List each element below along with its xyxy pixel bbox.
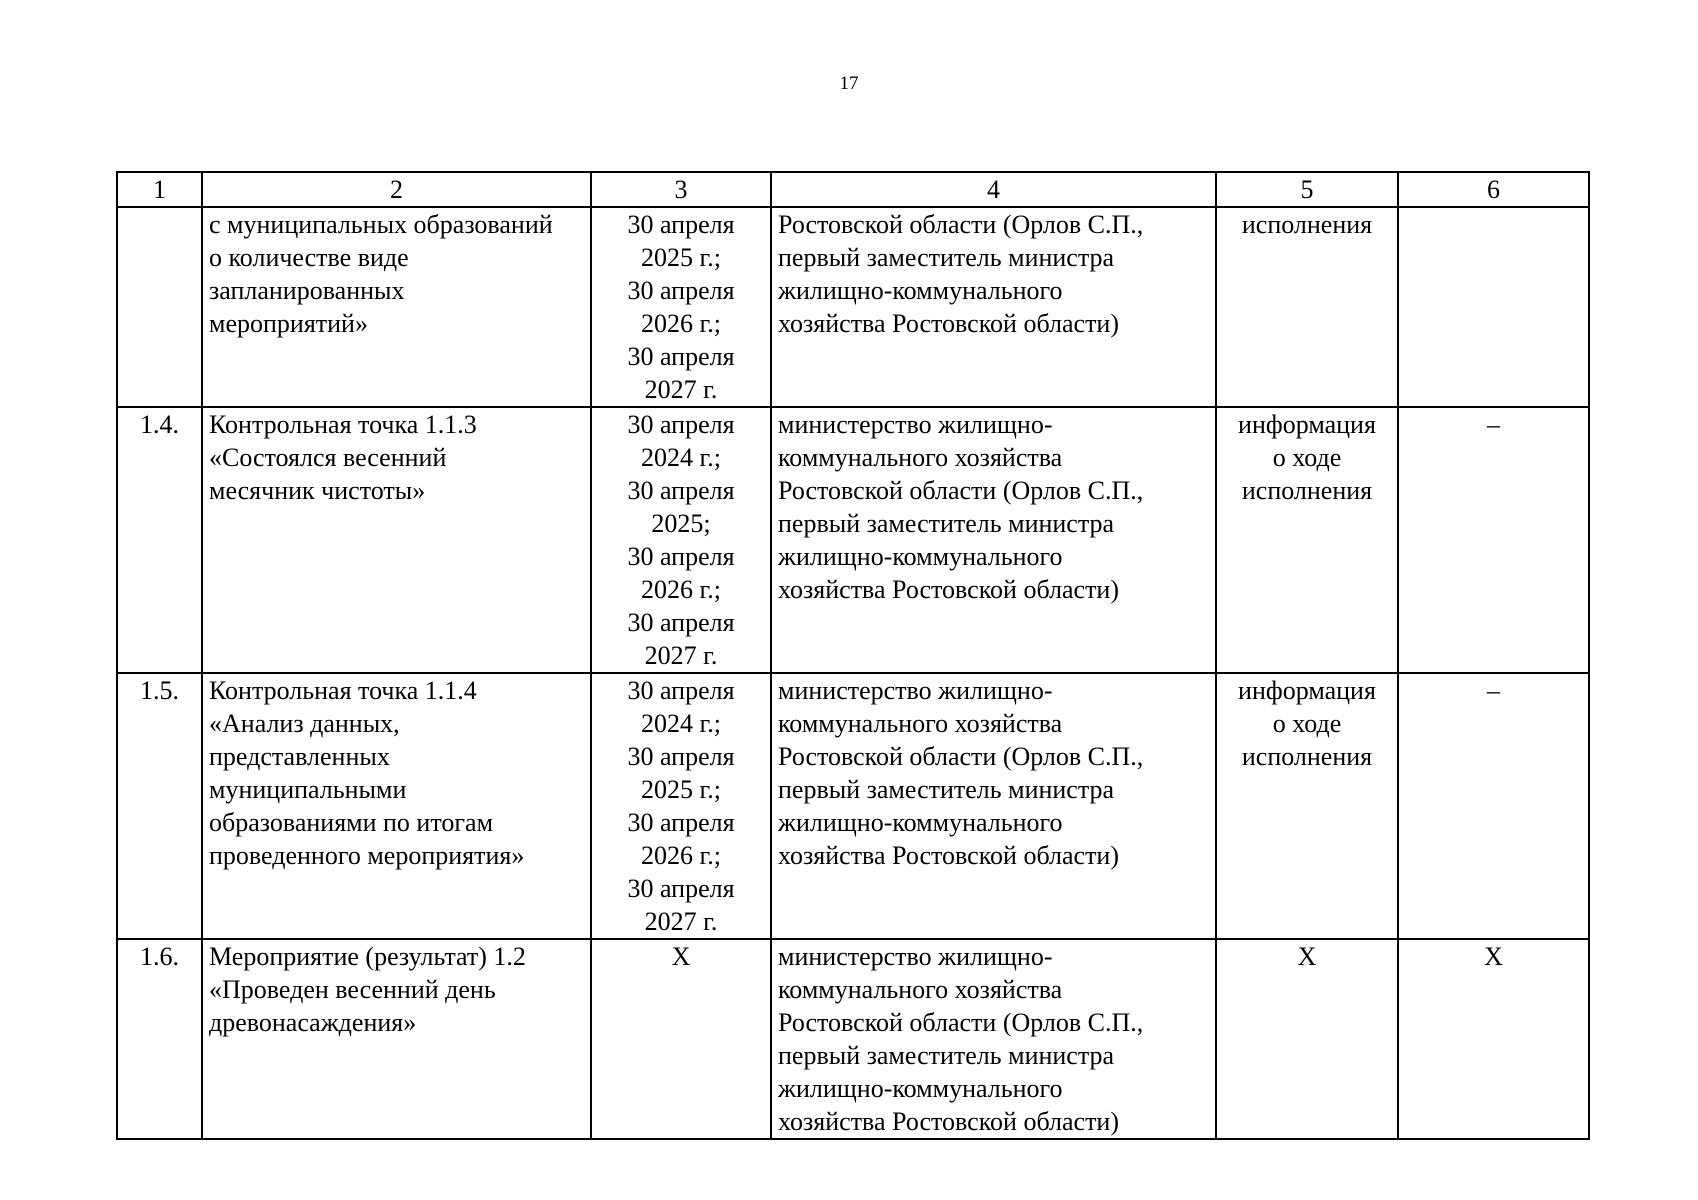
deadline-cell xyxy=(591,207,771,407)
responsible-cell xyxy=(771,207,1216,407)
responsible-line: коммунального хозяйства xyxy=(778,443,1063,472)
document-type-line: исполнения xyxy=(1241,210,1373,239)
deadline-line: Х xyxy=(671,942,691,971)
event-name-line: Контрольная точка 1.1.4 xyxy=(209,676,477,705)
event-name-cell xyxy=(202,673,591,939)
deadline-line: 2025; xyxy=(651,509,711,538)
responsible-line: первый заместитель министра xyxy=(778,775,1115,804)
document-type-cell xyxy=(1216,673,1398,939)
deadline-line: 2025 г.; xyxy=(641,775,721,804)
table-row xyxy=(117,939,1589,1139)
event-name-line: образованиями по итогам xyxy=(209,808,494,837)
deadline-line: 30 апреля xyxy=(627,676,735,705)
responsible-line: первый заместитель министра xyxy=(778,243,1115,272)
responsible-line: хозяйства Ростовской области) xyxy=(778,1107,1120,1136)
deadline-line: 2026 г.; xyxy=(641,575,721,604)
document-type-line: исполнения xyxy=(1241,476,1373,505)
deadline-line: 2024 г.; xyxy=(641,709,721,738)
deadline-cell xyxy=(591,939,771,1139)
document-type-cell xyxy=(1216,939,1398,1139)
column-header-6: 6 xyxy=(1398,172,1589,207)
document-type-line: исполнения xyxy=(1241,742,1373,771)
deadline-line: 2025 г.; xyxy=(641,243,721,272)
responsible-cell xyxy=(771,407,1216,673)
responsible-line: первый заместитель министра xyxy=(778,509,1115,538)
responsible-line: министерство жилищно- xyxy=(778,942,1053,971)
deadline-line: 30 апреля xyxy=(627,210,735,239)
responsible-line: Ростовской области (Орлов С.П., xyxy=(778,210,1144,239)
event-name-line: месячник чистоты» xyxy=(209,476,426,505)
row-number-cell xyxy=(117,207,202,407)
event-name-line: представленных xyxy=(209,742,390,771)
row-number-cell: 1.5. xyxy=(117,673,202,939)
table-row xyxy=(117,207,1589,407)
document-type-line: информация xyxy=(1238,676,1376,705)
event-name-line: муниципальными xyxy=(209,775,407,804)
deadline-cell xyxy=(591,673,771,939)
event-name-line: «Состоялся весенний xyxy=(209,443,447,472)
column-header-3: 3 xyxy=(591,172,771,207)
row-number-cell: 1.4. xyxy=(117,407,202,673)
event-name-line: древонасаждения» xyxy=(209,1008,417,1037)
deadline-line: 30 апреля xyxy=(627,476,735,505)
responsible-line: Ростовской области (Орлов С.П., xyxy=(778,476,1144,505)
event-name-line: запланированных xyxy=(209,276,405,305)
responsible-line: коммунального хозяйства xyxy=(778,709,1063,738)
table-row xyxy=(117,673,1589,939)
document-type-line: о ходе xyxy=(1272,443,1342,472)
deadline-line: 2027 г. xyxy=(644,907,718,936)
deadline-line: 30 апреля xyxy=(627,342,735,371)
deadline-cell xyxy=(591,407,771,673)
column-header-5: 5 xyxy=(1216,172,1398,207)
responsible-line: жилищно-коммунального xyxy=(778,276,1063,305)
event-name-cell xyxy=(202,207,591,407)
responsible-line: Ростовской области (Орлов С.П., xyxy=(778,1008,1144,1037)
event-name-line: «Проведен весенний день xyxy=(209,975,496,1004)
responsible-line: министерство жилищно- xyxy=(778,410,1053,439)
event-name-cell xyxy=(202,939,591,1139)
document-type-cell xyxy=(1216,407,1398,673)
responsible-line: министерство жилищно- xyxy=(778,676,1053,705)
table-row xyxy=(117,407,1589,673)
responsible-line: жилищно-коммунального xyxy=(778,1074,1063,1103)
info-system-cell: Х xyxy=(1398,939,1589,1139)
column-header-4: 4 xyxy=(771,172,1216,207)
event-name-line: мероприятий» xyxy=(209,309,368,338)
column-header-1: 1 xyxy=(117,172,202,207)
responsible-line: хозяйства Ростовской области) xyxy=(778,841,1120,870)
plan-table xyxy=(116,171,1590,1140)
event-name-line: Контрольная точка 1.1.3 xyxy=(209,410,477,439)
page-number: 17 xyxy=(839,73,859,94)
responsible-line: жилищно-коммунального xyxy=(778,542,1063,571)
event-name-line: проведенного мероприятия» xyxy=(209,841,525,870)
responsible-cell xyxy=(771,939,1216,1139)
deadline-line: 30 апреля xyxy=(627,542,735,571)
table-body xyxy=(117,207,1589,1139)
deadline-line: 30 апреля xyxy=(627,608,735,637)
responsible-cell xyxy=(771,673,1216,939)
info-system-cell: – xyxy=(1398,673,1589,939)
table-header-row xyxy=(117,172,1589,207)
event-name-line: «Анализ данных, xyxy=(209,709,400,738)
deadline-line: 30 апреля xyxy=(627,276,735,305)
column-header-2: 2 xyxy=(202,172,591,207)
document-type-line: Х xyxy=(1297,942,1317,971)
responsible-line: хозяйства Ростовской области) xyxy=(778,309,1120,338)
event-name-cell xyxy=(202,407,591,673)
responsible-line: хозяйства Ростовской области) xyxy=(778,575,1120,604)
deadline-line: 2027 г. xyxy=(644,641,718,670)
event-name-line: Мероприятие (результат) 1.2 xyxy=(209,942,526,971)
deadline-line: 30 апреля xyxy=(627,742,735,771)
deadline-line: 2026 г.; xyxy=(641,841,721,870)
responsible-line: первый заместитель министра xyxy=(778,1041,1115,1070)
document-type-cell xyxy=(1216,207,1398,407)
deadline-line: 30 апреля xyxy=(627,410,735,439)
document-type-line: информация xyxy=(1238,410,1376,439)
responsible-line: жилищно-коммунального xyxy=(778,808,1063,837)
responsible-line: Ростовской области (Орлов С.П., xyxy=(778,742,1144,771)
deadline-line: 2027 г. xyxy=(644,375,718,404)
responsible-line: коммунального хозяйства xyxy=(778,975,1063,1004)
deadline-line: 2026 г.; xyxy=(641,309,721,338)
deadline-line: 30 апреля xyxy=(627,808,735,837)
document-type-line: о ходе xyxy=(1272,709,1342,738)
info-system-cell: – xyxy=(1398,407,1589,673)
info-system-cell xyxy=(1398,207,1589,407)
event-name-line: о количестве виде xyxy=(209,243,409,272)
event-name-line: с муниципальных образований xyxy=(209,210,553,239)
deadline-line: 30 апреля xyxy=(627,874,735,903)
row-number-cell: 1.6. xyxy=(117,939,202,1139)
deadline-line: 2024 г.; xyxy=(641,443,721,472)
